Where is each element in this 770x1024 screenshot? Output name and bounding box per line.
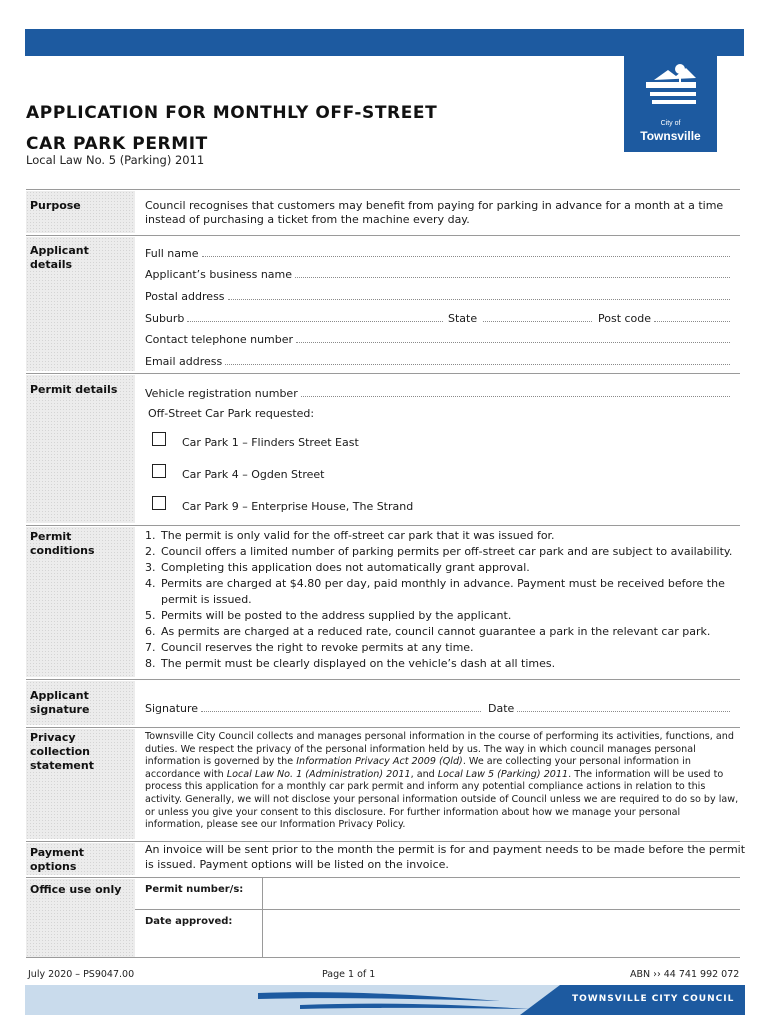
permit-conditions-label: Permit conditions bbox=[30, 530, 95, 557]
signature-label: Signature bbox=[145, 702, 199, 715]
date-approved-label: Date approved: bbox=[145, 916, 233, 927]
signature-input[interactable] bbox=[201, 701, 481, 712]
state-input[interactable] bbox=[483, 311, 592, 322]
postal-address-label: Postal address bbox=[145, 290, 225, 303]
privacy-statement-text: Townsville City Council collects and manages personal information in the course of performing its activities, functions, and duties. We respect the privacy of the personal information held by us. The way in which council manages personal information is governed by the Information Privacy Act 2009 (Qld). We are collecting your personal information in accordance with Local Law No. 1 (Administration) 2011, and Local Law 5 (Parking) 2011. The information will be used to process this application for a monthly car park permit and inform any potential compliance actions in relation to this activity. Generally, we will not disclose your personal information outside of Council unless we are required to do so by law, or unless you give your consent to this disclosure. For further information about how we manage your personal information, please see our Information Privacy Policy. bbox=[145, 731, 739, 831]
business-name-input[interactable] bbox=[295, 267, 730, 278]
divider bbox=[26, 373, 740, 374]
payment-text-line1: An invoice will be sent prior to the month the permit is for and payment needs to be made before the permit bbox=[145, 843, 746, 856]
footer-page-number: Page 1 of 1 bbox=[322, 969, 376, 980]
page-title-line2: CAR PARK PERMIT bbox=[26, 134, 208, 154]
suburb-field[interactable] bbox=[145, 311, 443, 325]
permit-conditions-list bbox=[145, 528, 735, 672]
list-item: 3. Completing this application does not automatically grant approval. bbox=[145, 561, 530, 574]
applicant-details-label: Applicant details bbox=[30, 244, 89, 271]
divider bbox=[26, 727, 740, 728]
privacy-statement-label: Privacy collection statement bbox=[30, 731, 94, 772]
date-field[interactable] bbox=[488, 701, 730, 715]
divider bbox=[26, 679, 740, 680]
car-park-1-checkbox[interactable] bbox=[152, 432, 166, 446]
car-park-9-checkbox[interactable] bbox=[152, 496, 166, 510]
divider bbox=[26, 189, 740, 190]
state-label: State bbox=[448, 312, 478, 325]
permit-details-label: Permit details bbox=[30, 383, 118, 396]
car-park-4-label: Car Park 4 – Ogden Street bbox=[182, 468, 325, 481]
applicant-signature-label: Applicant signature bbox=[30, 689, 90, 716]
car-park-1-label: Car Park 1 – Flinders Street East bbox=[182, 436, 359, 449]
post-code-field[interactable] bbox=[598, 311, 730, 325]
purpose-text-line2: instead of purchasing a ticket from the machine every day. bbox=[145, 213, 470, 226]
full-name-label: Full name bbox=[145, 247, 199, 260]
footer-abn: ABN ›› 44 741 992 072 bbox=[630, 969, 740, 980]
email-field[interactable] bbox=[145, 354, 730, 368]
suburb-label: Suburb bbox=[145, 312, 185, 325]
suburb-input[interactable] bbox=[187, 311, 443, 322]
payment-options-label: Payment options bbox=[30, 846, 85, 873]
phone-input[interactable] bbox=[296, 332, 730, 343]
divider bbox=[26, 957, 740, 958]
top-banner bbox=[25, 29, 744, 56]
email-label: Email address bbox=[145, 355, 223, 368]
bottom-banner bbox=[0, 985, 770, 1015]
list-item: 4. Permits are charged at $4.80 per day, paid monthly in advance. Payment must be received before the bbox=[145, 577, 725, 590]
sidebar-bg-permit bbox=[26, 375, 135, 523]
date-input[interactable] bbox=[517, 701, 730, 712]
divider bbox=[26, 525, 740, 526]
divider bbox=[26, 841, 740, 842]
page-title-line1: APPLICATION FOR MONTHLY OFF-STREET bbox=[26, 103, 438, 123]
post-code-input[interactable] bbox=[654, 311, 730, 322]
footer-council-name: TOWNSVILLE CITY COUNCIL bbox=[572, 994, 735, 1004]
state-field[interactable] bbox=[448, 311, 592, 325]
list-item: 2. Council offers a limited number of parking permits per off-street car park and are subject to availability. bbox=[145, 545, 733, 558]
signature-field[interactable] bbox=[145, 701, 481, 715]
permit-numbers-label: Permit number/s: bbox=[145, 884, 244, 895]
page-subtitle: Local Law No. 5 (Parking) 2011 bbox=[26, 153, 205, 167]
full-name-input[interactable] bbox=[202, 246, 730, 257]
post-code-label: Post code bbox=[598, 312, 652, 325]
logo-text-large: Townsville bbox=[640, 129, 701, 143]
list-item: 7. Council reserves the right to revoke permits at any time. bbox=[145, 641, 474, 654]
phone-label: Contact telephone number bbox=[145, 333, 294, 346]
office-use-label: Office use only bbox=[30, 883, 122, 896]
car-park-4-checkbox[interactable] bbox=[152, 464, 166, 478]
car-park-9-label: Car Park 9 – Enterprise House, The Strand bbox=[182, 500, 414, 513]
list-item: 8. The permit must be clearly displayed on the vehicle’s dash at all times. bbox=[145, 657, 556, 670]
email-input[interactable] bbox=[225, 354, 730, 365]
business-name-field[interactable] bbox=[145, 267, 730, 281]
date-label: Date bbox=[488, 702, 515, 715]
divider bbox=[135, 909, 740, 910]
townsville-logo bbox=[624, 56, 717, 152]
business-name-label: Applicant’s business name bbox=[145, 268, 293, 281]
postal-address-field[interactable] bbox=[145, 289, 730, 303]
purpose-text-line1: Council recognises that customers may benefit from paying for parking in advance for a month at a time bbox=[145, 199, 724, 212]
office-box-divider bbox=[262, 909, 263, 957]
vehicle-registration-field[interactable] bbox=[145, 386, 730, 400]
car-park-requested-label: Off-Street Car Park requested: bbox=[148, 407, 315, 420]
vehicle-registration-input[interactable] bbox=[301, 386, 730, 397]
logo-text-small: City of bbox=[660, 120, 681, 127]
purpose-label: Purpose bbox=[30, 199, 81, 212]
office-box-top bbox=[135, 877, 740, 910]
postal-address-input[interactable] bbox=[228, 289, 730, 300]
phone-field[interactable] bbox=[145, 332, 730, 346]
list-item: 5. Permits will be posted to the address supplied by the applicant. bbox=[145, 609, 512, 622]
payment-text-line2: is issued. Payment options will be listed on the invoice. bbox=[145, 858, 449, 871]
full-name-field[interactable] bbox=[145, 246, 730, 260]
divider bbox=[26, 235, 740, 236]
list-item: 1. The permit is only valid for the off-street car park that it was issued for. bbox=[145, 529, 555, 542]
list-item-continuation: permit is issued. bbox=[161, 593, 252, 606]
list-item: 6. As permits are charged at a reduced rate, council cannot guarantee a park in the relevant car park. bbox=[145, 625, 711, 638]
vehicle-registration-label: Vehicle registration number bbox=[145, 387, 298, 400]
footer-doc-ref: July 2020 – PS9047.00 bbox=[28, 969, 135, 980]
